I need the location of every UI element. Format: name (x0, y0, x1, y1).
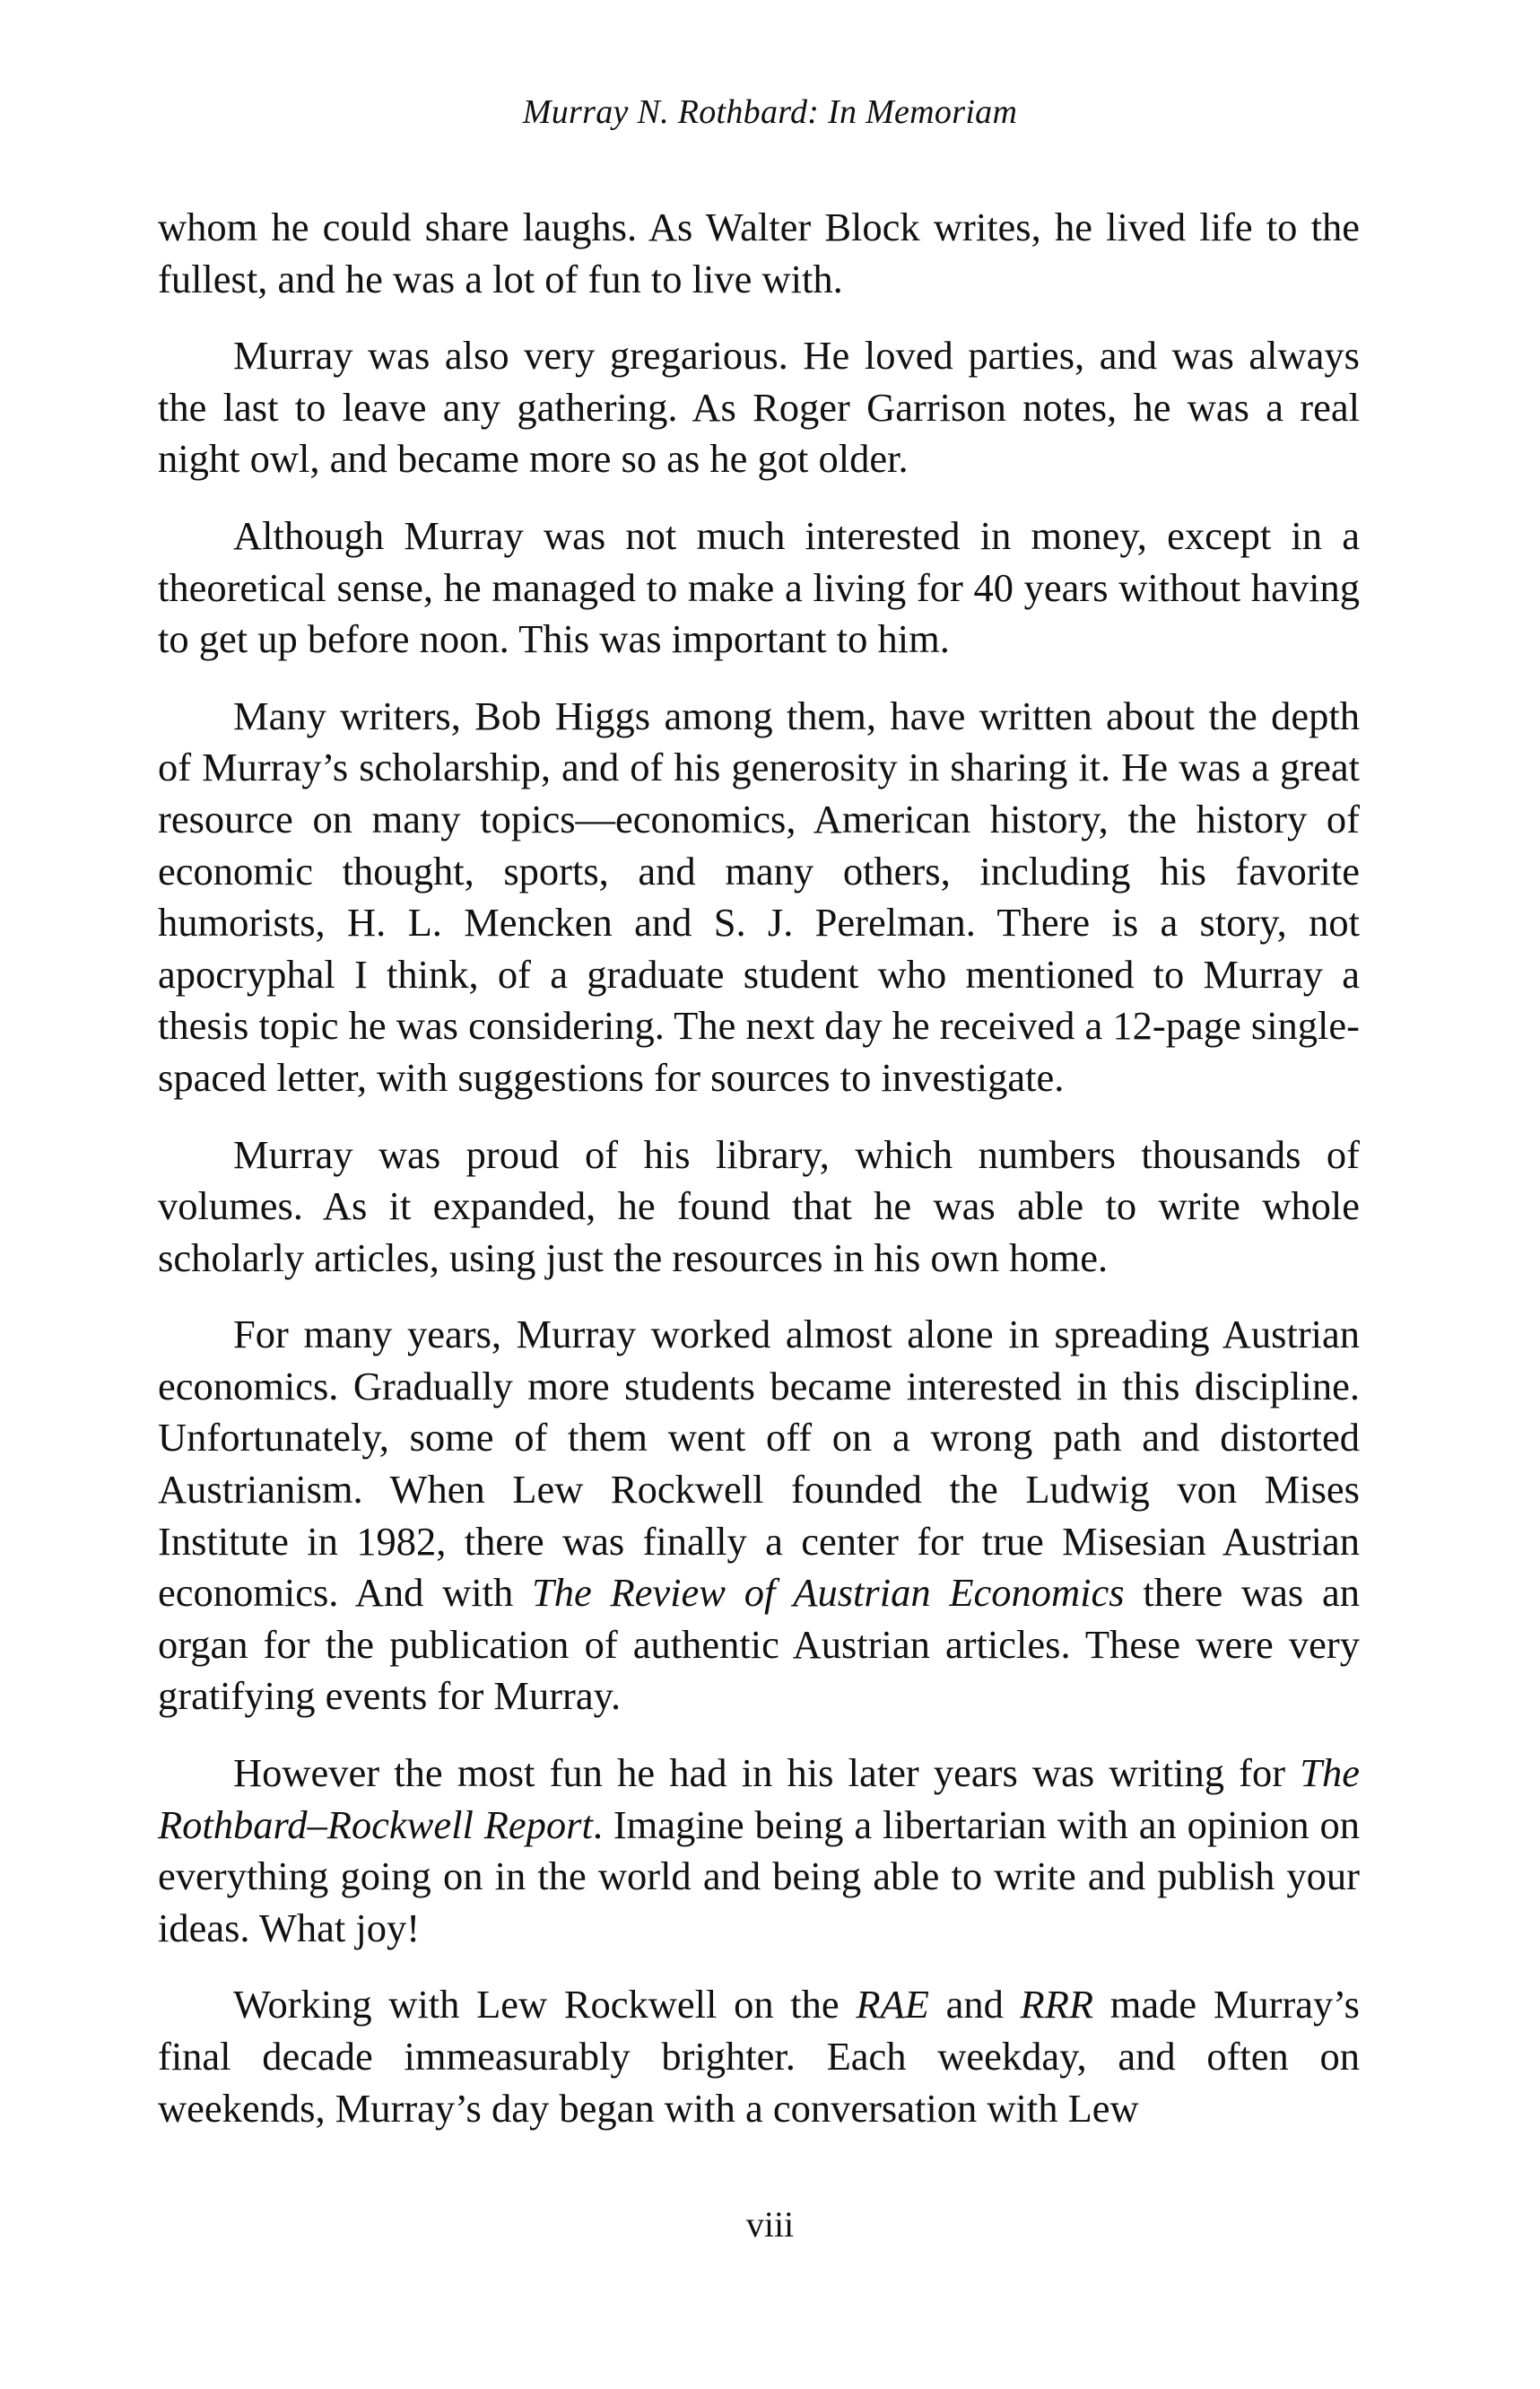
paragraph-working-with-lew (158, 1979, 1360, 2134)
paragraph-text: However the most fun he had in his later years was writing for (233, 1750, 1301, 1796)
paragraph-library: Murray was proud of his library, which numbers thousands of volumes. As it expanded, he found that he was able to write whole scholarly articles, using just the resources in his own home. (158, 1131, 1360, 1280)
paragraph-rothbard-rockwell-report (158, 1748, 1360, 1954)
publication-title: The Rothbard–Rockwell Report (158, 1750, 1360, 1847)
paragraph-text: there was an organ for the publication of authentic Austrian articles. These were very gratifying events for Murray. (158, 1570, 1360, 1719)
paragraph-money: Although Murray was not much interested in money, except in a theoretical sense, he managed to make a living for 40 years without having to get up before noon. This was important to him. (158, 512, 1360, 662)
paragraph-text: . Imagine being a libertarian with an opinion on everything going on in the world and being able to write and publish your ideas. What joy! (158, 1801, 1360, 1950)
paragraph-continued: whom he could share laughs. As Walter Block writes, he lived life to the fullest, and he was a lot of fun to live with. (158, 205, 1360, 301)
publication-abbrev: RAE (856, 1982, 929, 2027)
paragraph-austrian-economics (158, 1309, 1360, 1722)
paragraph-text: Working with Lew Rockwell on the (233, 1982, 857, 2027)
journal-title: The Review of Austrian Economics (531, 1570, 1125, 1616)
body-text (158, 202, 1360, 2159)
paragraph-text: For many years, Murray worked almost alone in spreading Austrian economics. Gradually more students became interested in this discipline. Unfortunately, some of them went off on a wrong path and distorted Austrianism. When Lew Rockwell founded the Ludwig von Mises Institute in 1982, there was finally a center for true Misesian Austrian economics. And with (158, 1312, 1360, 1616)
paragraph-text: made Murray’s final decade immeasurably brighter. Each weekday, and often on weekends, Murray’s day began with a conversation with Lew (158, 1982, 1360, 2131)
page-number: viii (745, 2204, 795, 2245)
paragraph-scholarship: Many writers, Bob Higgs among them, have written about the depth of Murray’s scholarship, and of his generosity in sharing it. He was a great resource on many topics—economics, American history, the history of economic thought, sports, and many others, including his favorite humorists, H. L. Mencken and S. J. Perelman. There is a story, not apocryphal I think, of a graduate student who mentioned to Murray a thesis topic he was considering. The next day he received a 12-page single-spaced letter, with suggestions for sources to investigate. (158, 693, 1360, 1100)
paragraph-gregarious: Murray was also very gregarious. He loved parties, and was always the last to leave any gathering. As Roger Garrison notes, he was a real night owl, and became more so as he got older. (158, 333, 1360, 482)
paragraph-text: and (928, 1982, 1021, 2027)
publication-abbrev: RRR (1020, 1982, 1094, 2027)
running-head: Murray N. Rothbard: In Memoriam (522, 93, 1018, 131)
